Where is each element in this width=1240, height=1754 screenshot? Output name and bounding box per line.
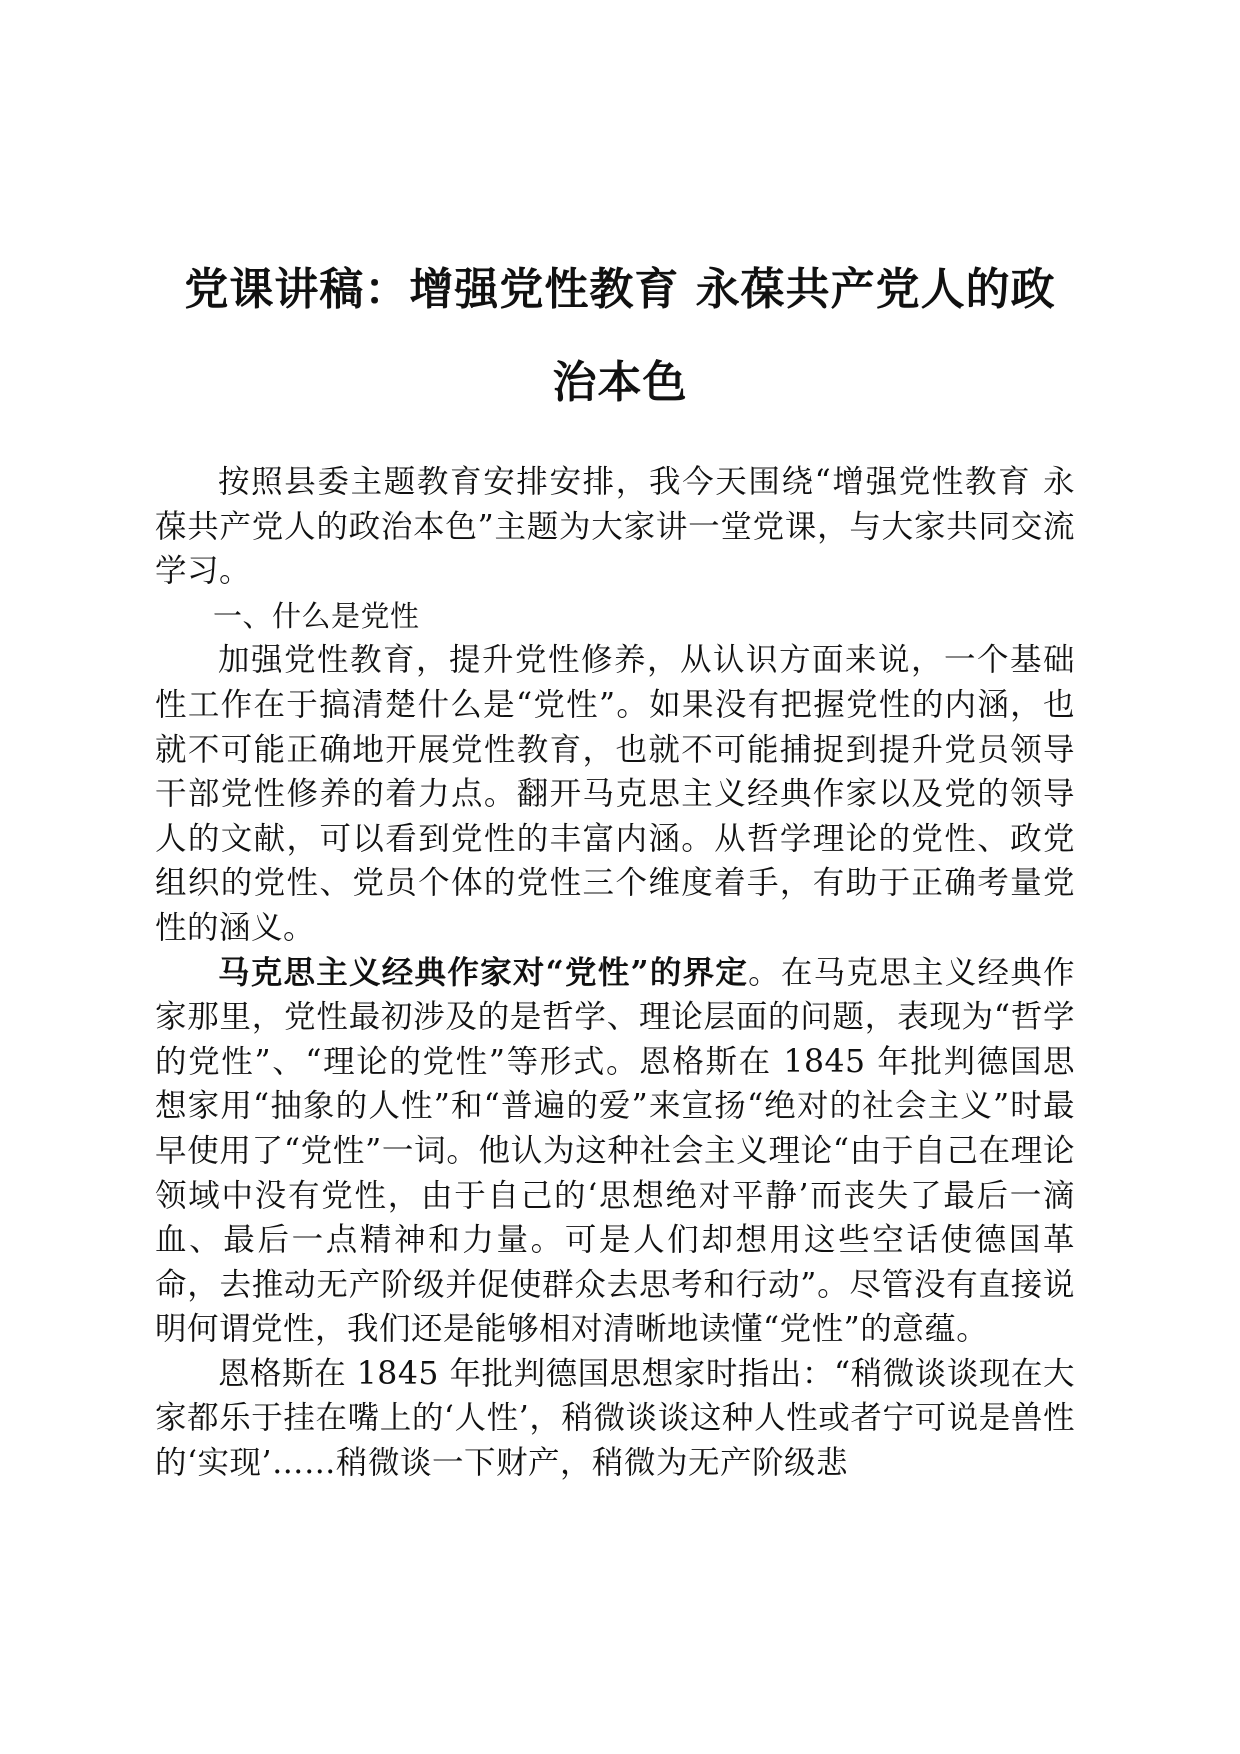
intro-paragraph: 按照县委主题教育安排安排，我今天围绕“增强党性教育 永葆共产党人的政治本色”主题为大家讲一堂党课，与大家共同交流学习。 (155, 464, 1075, 590)
document-title (150, 243, 1090, 429)
title-line-2: 治本色 (552, 357, 688, 408)
title-line-1: 党课讲稿：增强党性教育 永葆共产党人的政 (184, 264, 1056, 315)
document-body (155, 460, 1075, 1486)
body-paragraph: 加强党性教育，提升党性修养，从认识方面来说，一个基础性工作在于搞清楚什么是“党性”。如果没有把握党性的内涵，也就不可能正确地开展党性教育，也就不可能捕捉到提升党员领导干部党性修养的着力点。翻开马克思主义经典作家以及党的领导人的文献，可以看到党性的丰富内涵。从哲学理论的党性、政党组织的党性、党员个体的党性三个维度着手，有助于正确考量党性的涵义。 (155, 642, 1075, 946)
bold-lead-text: 马克思主义经典作家对“党性”的界定 (218, 953, 749, 991)
body-paragraph (155, 951, 1075, 1352)
paragraph-text: 。在马克思主义经典作家那里，党性最初涉及的是哲学、理论层面的问题，表现为“哲学的党性”、“理论的党性”等形式。恩格斯在 1845 年批判德国思想家用“抽象的人性”和“普遍的爱”来宣扬“绝对的社会主义”时最早使用了“党性”一词。他认为这种社会主义理论“由于自己在理论领域中没有党性，由于自己的‘思想绝对平静’而丧失了最后一滴血、最后一点精神和力量。可是人们却想用这些空话使德国革命，去推动无产阶级并促使群众去思考和行动”。尽管没有直接说明何谓党性，我们还是能够相对清晰地读懂“党性”的意蕴。 (155, 954, 1075, 1348)
body-paragraph: 恩格斯在 1845 年批判德国思想家时指出：“稍微谈谈现在大家都乐于挂在嘴上的‘人性’，稍微谈谈这种人性或者宁可说是兽性的‘实现’……稍微谈一下财产，稍微为无产阶级悲 (155, 1355, 1075, 1482)
section-heading: 一、什么是党性 (213, 598, 420, 633)
